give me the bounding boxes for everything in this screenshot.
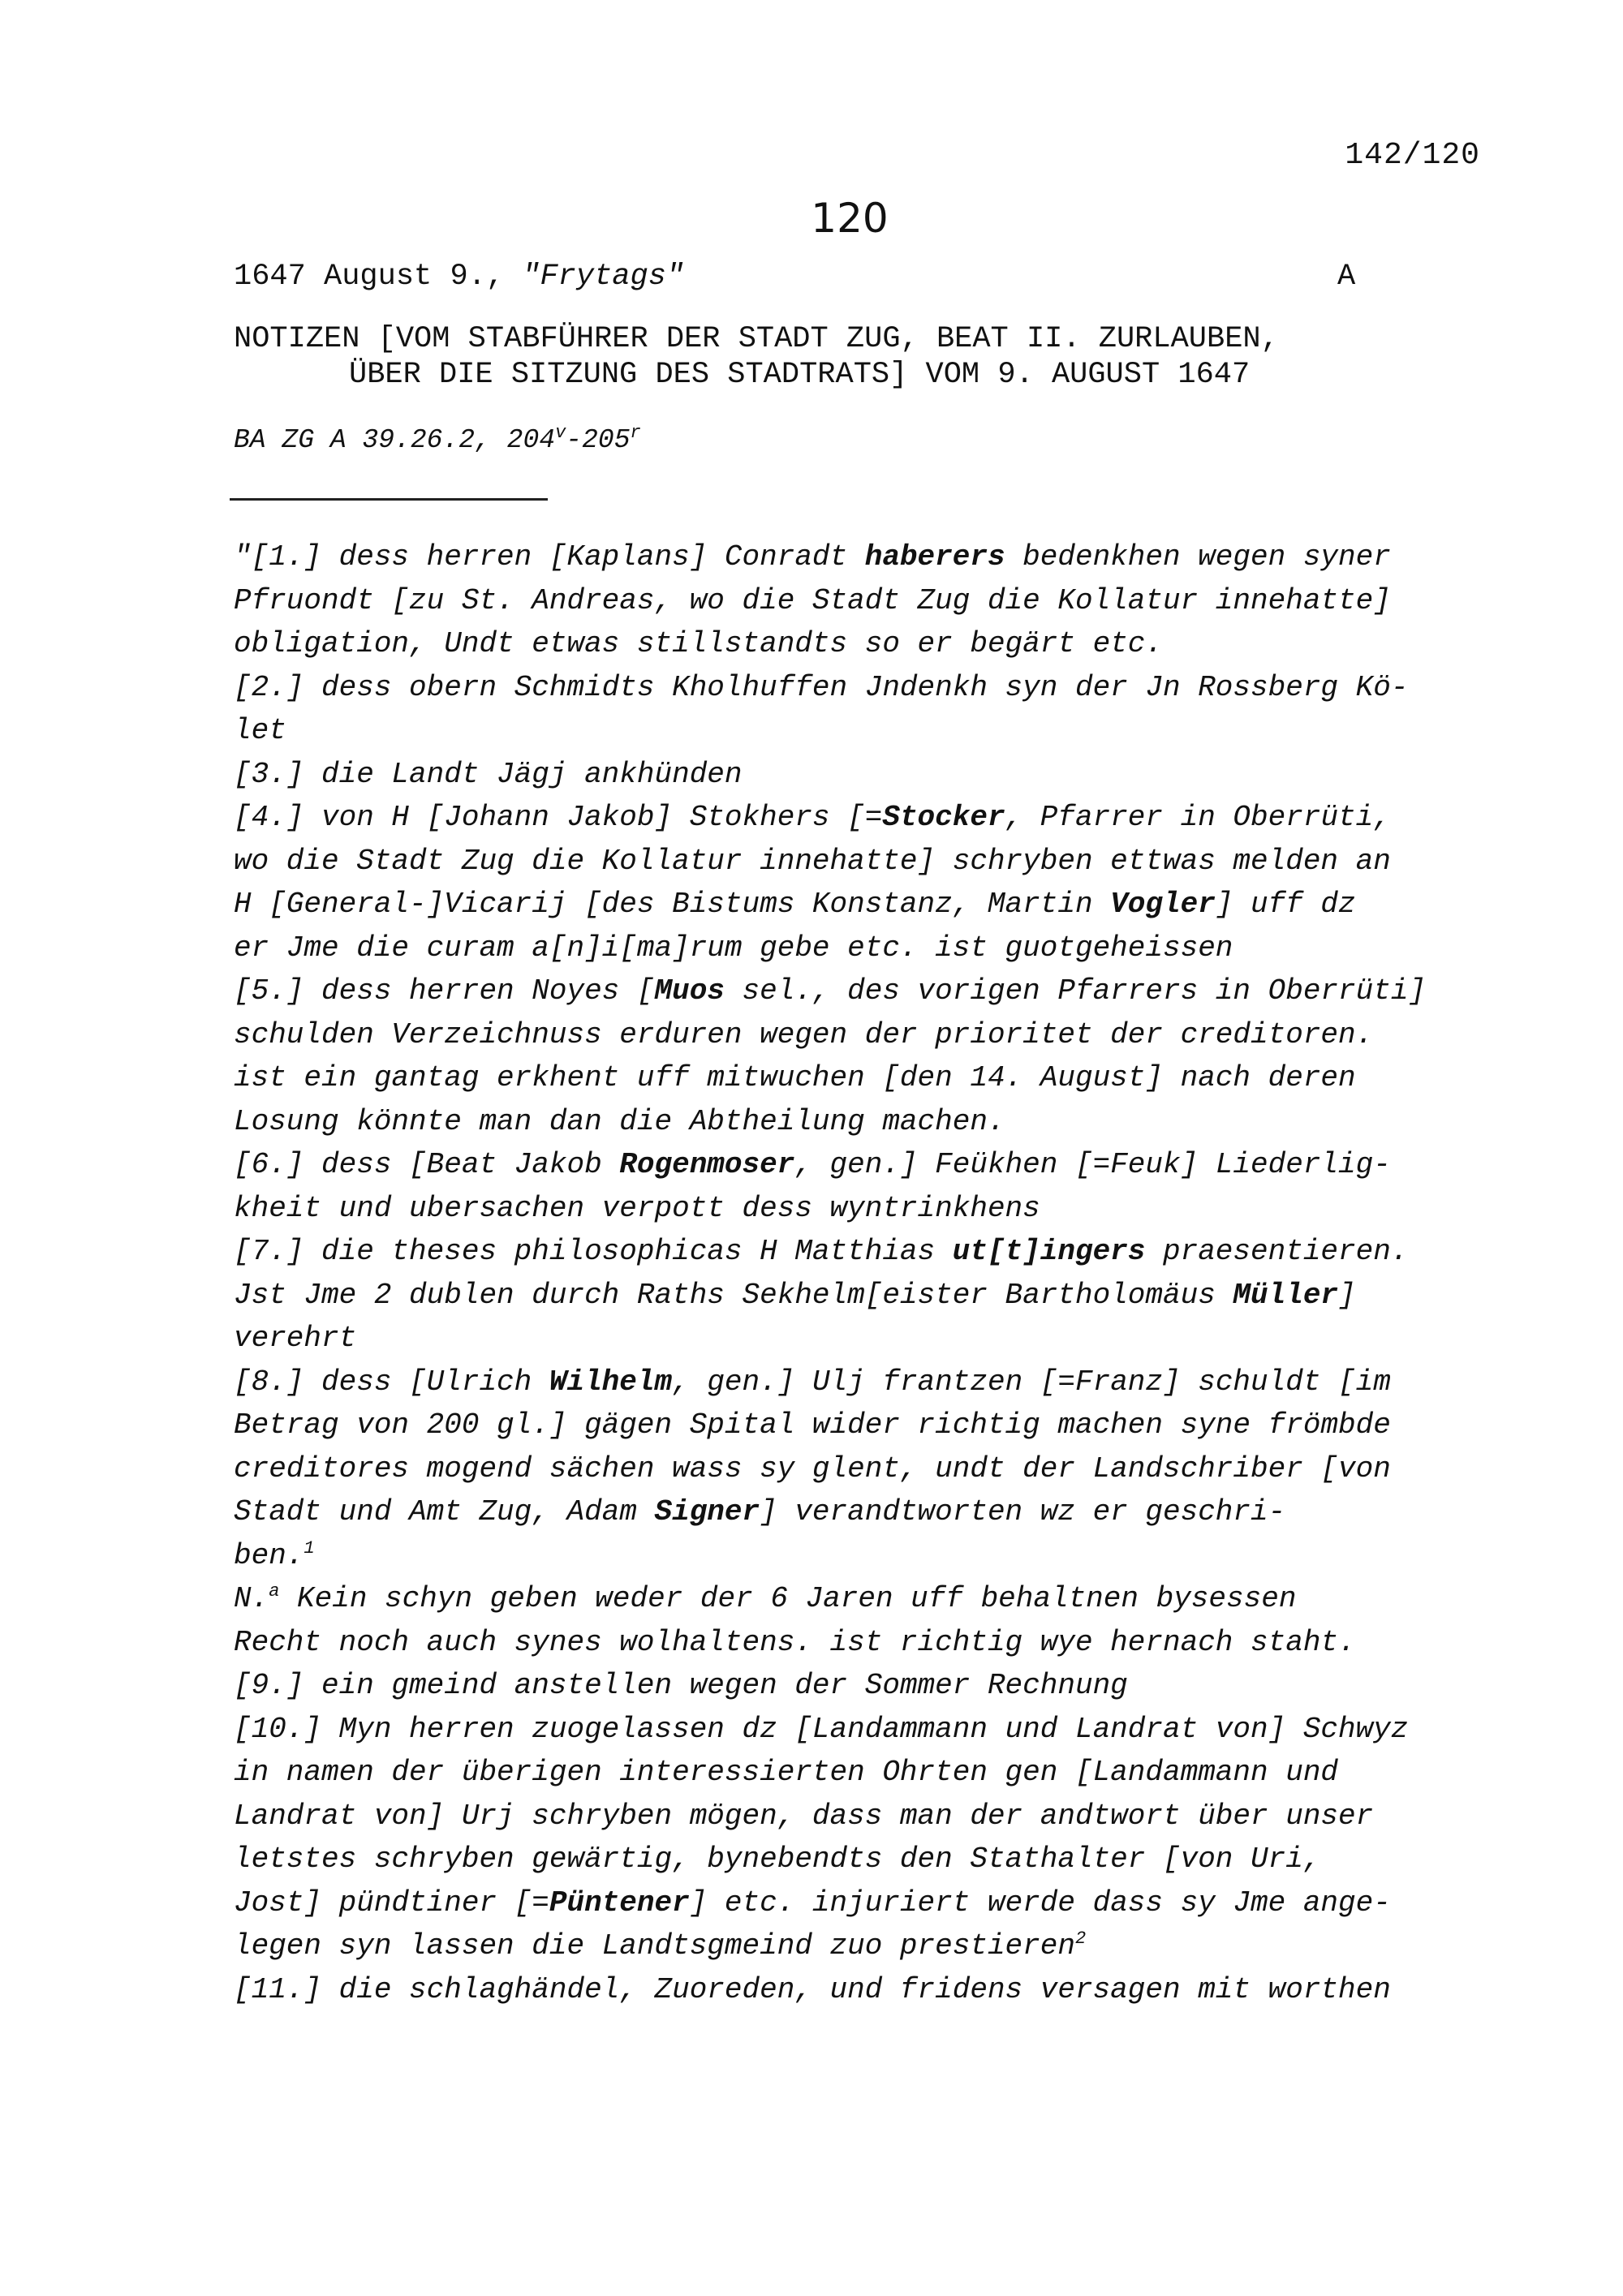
entry-text: obligation, Undt etwas stillstandts so er begärt etc. bbox=[234, 627, 1163, 660]
entry-line bbox=[234, 1056, 1483, 1100]
emphasized-name: haberers bbox=[864, 540, 1005, 574]
entry-line bbox=[234, 753, 1483, 797]
entry-line bbox=[234, 1490, 1483, 1534]
entry-line bbox=[234, 1143, 1483, 1187]
entry-text: [10.] Myn herren zuogelassen dz [Landammann und Landrat von] Schwyz bbox=[234, 1712, 1409, 1746]
entry-text: wo die Stadt Zug die Kollatur innehatte] schryben ettwas melden an bbox=[234, 844, 1391, 878]
emphasized-name: Stocker bbox=[882, 801, 1005, 834]
entry-text: ] bbox=[1338, 1278, 1356, 1312]
entry-text: [2.] dess obern Schmidts Kholhuffen Jndenkh syn der Jn Rossberg Kö- bbox=[234, 670, 1409, 704]
entry-text: Landrat von] Urj schryben mögen, dass man der andtwort über unser bbox=[234, 1799, 1374, 1833]
archival-source bbox=[234, 425, 641, 455]
entry-text: er Jme die curam a[n]i[ma]rum gebe etc. ist guotgeheissen bbox=[234, 931, 1233, 965]
date-line bbox=[234, 260, 684, 294]
entry-line bbox=[234, 840, 1483, 884]
agenda-entry bbox=[234, 796, 1483, 970]
entry-line bbox=[234, 1404, 1483, 1447]
entry-line bbox=[234, 883, 1483, 927]
entry-text: praesentieren. bbox=[1145, 1235, 1409, 1268]
page-number: 142/120 bbox=[1345, 138, 1480, 173]
agenda-entry bbox=[234, 1143, 1483, 1230]
entry-line bbox=[234, 1924, 1483, 1968]
agenda-entry bbox=[234, 1708, 1483, 1968]
agenda-entry bbox=[234, 1230, 1483, 1361]
entry-text: kheit und ubersachen verpott dess wyntrinkhens bbox=[234, 1191, 1040, 1225]
footnote-marker: a bbox=[269, 1581, 280, 1602]
entry-text: [5.] dess herren Noyes [ bbox=[234, 974, 655, 1008]
entry-line bbox=[234, 927, 1483, 970]
title-line-1: NOTIZEN [VOM STABFÜHRER DER STADT ZUG, BEAT II. ZURLAUBEN, bbox=[234, 322, 1279, 356]
entry-text: Recht noch auch synes wolhaltens. ist richtig wye hernach staht. bbox=[234, 1625, 1356, 1659]
entry-text: , Pfarrer in Oberrüti, bbox=[1005, 801, 1391, 834]
document-number: 120 bbox=[811, 195, 889, 242]
title-line-2: ÜBER DIE SITZUNG DES STADTRATS] VOM 9. AUGUST 1647 bbox=[349, 358, 1251, 392]
separator-rule bbox=[230, 498, 548, 501]
entry-text: [11.] die schlaghändel, Zuoreden, und fridens versagen mit worthen bbox=[234, 1972, 1391, 2006]
emphasized-name: Wilhelm bbox=[549, 1365, 673, 1399]
source-sup-recto: r bbox=[630, 423, 641, 443]
source-sup-verso: v bbox=[555, 423, 566, 443]
entry-text: ] verandtworten wz er geschri- bbox=[760, 1495, 1286, 1529]
entry-text: H [General-]Vicarij [des Bistums Konstanz, Martin bbox=[234, 888, 1111, 921]
entry-line bbox=[234, 970, 1483, 1013]
entry-line bbox=[234, 535, 1483, 579]
entry-text: schulden Verzeichnuss erduren wegen der prioritet der creditoren. bbox=[234, 1017, 1374, 1051]
document-type-marker: A bbox=[1337, 260, 1356, 294]
entry-text: ] uff dz bbox=[1215, 888, 1356, 921]
entry-line bbox=[234, 666, 1483, 710]
entry-text: let bbox=[234, 714, 286, 747]
document-body bbox=[234, 535, 1483, 2011]
entry-line bbox=[234, 1100, 1483, 1144]
entry-text: Kein schyn geben weder der 6 Jaren uff behaltnen bysessen bbox=[279, 1582, 1297, 1615]
entry-text: [8.] dess [Ulrich bbox=[234, 1365, 549, 1399]
emphasized-name: Rogenmoser bbox=[619, 1148, 795, 1181]
entry-line bbox=[234, 1838, 1483, 1881]
entry-line bbox=[234, 1881, 1483, 1925]
emphasized-name: ut[t]ingers bbox=[952, 1235, 1146, 1268]
agenda-entry bbox=[234, 535, 1483, 666]
entry-line bbox=[234, 1708, 1483, 1752]
agenda-entry bbox=[234, 753, 1483, 797]
entry-text: N. bbox=[234, 1582, 269, 1615]
agenda-entry bbox=[234, 666, 1483, 753]
entry-line bbox=[234, 1361, 1483, 1404]
entry-text: bedenkhen wegen syner bbox=[1005, 540, 1391, 574]
entry-line bbox=[234, 1534, 1483, 1578]
entry-text: in namen der überigen interessierten Ohrten gen [Landammann und bbox=[234, 1756, 1339, 1789]
entry-text: Pfruondt [zu St. Andreas, wo die Stadt Zug die Kollatur innehatte] bbox=[234, 583, 1391, 617]
entry-text: Losung könnte man dan die Abtheilung machen. bbox=[234, 1104, 1005, 1138]
entry-line bbox=[234, 796, 1483, 840]
date-text: 1647 August 9., bbox=[234, 260, 523, 294]
agenda-entry bbox=[234, 970, 1483, 1143]
entry-text: creditores mogend sächen wass sy glent, undt der Landschriber [von bbox=[234, 1451, 1391, 1486]
agenda-entry bbox=[234, 1664, 1483, 1708]
entry-line bbox=[234, 1230, 1483, 1274]
entry-text: "[1.] dess herren [Kaplans] Conradt bbox=[234, 540, 865, 574]
entry-text: Jost] pündtiner [= bbox=[234, 1885, 549, 1920]
entry-line bbox=[234, 709, 1483, 753]
date-day-quote: "Frytags" bbox=[522, 260, 685, 294]
entry-text: verehrt bbox=[234, 1322, 357, 1355]
entry-line bbox=[234, 622, 1483, 666]
entry-line bbox=[234, 1751, 1483, 1795]
entry-text: sel., des vorigen Pfarrers in Oberrüti] bbox=[724, 974, 1427, 1008]
emphasized-name: Müller bbox=[1233, 1278, 1339, 1312]
entry-text: [9.] ein gmeind anstellen wegen der Sommer Rechnung bbox=[234, 1669, 1128, 1702]
entry-line bbox=[234, 1577, 1483, 1621]
entry-line bbox=[234, 1795, 1483, 1838]
entry-text: [3.] die Landt Jägj ankhünden bbox=[234, 757, 743, 791]
entry-text: Betrag von 200 gl.] gägen Spital wider richtig machen syne frömbde bbox=[234, 1408, 1391, 1442]
entry-text: [6.] dess [Beat Jakob bbox=[234, 1148, 620, 1181]
entry-text: , gen.] Feükhen [=Feuk] Liederlig- bbox=[794, 1148, 1391, 1181]
emphasized-name: Muos bbox=[654, 974, 725, 1008]
footnote-marker: 1 bbox=[304, 1537, 315, 1559]
entry-text: Stadt und Amt Zug, Adam bbox=[234, 1495, 655, 1529]
entry-text: , gen.] Ulj frantzen [=Franz] schuldt [im bbox=[672, 1365, 1391, 1399]
entry-text: ist ein gantag erkhent uff mitwuchen [den 14. August] nach deren bbox=[234, 1061, 1356, 1094]
entry-line bbox=[234, 1968, 1483, 2012]
entry-text: letstes schryben gewärtig, bynebendts den Stathalter [von Uri, bbox=[234, 1842, 1321, 1876]
agenda-entry bbox=[234, 1968, 1483, 2012]
emphasized-name: Püntener bbox=[549, 1885, 690, 1920]
emphasized-name: Vogler bbox=[1110, 888, 1216, 921]
entry-line bbox=[234, 579, 1483, 623]
footnote-marker: 2 bbox=[1074, 1928, 1087, 1949]
entry-text: legen syn lassen die Landtsgmeind zuo prestieren bbox=[234, 1929, 1075, 1963]
agenda-entry bbox=[234, 1361, 1483, 1665]
entry-line bbox=[234, 1447, 1483, 1491]
source-mid: -205 bbox=[566, 425, 631, 455]
entry-text: Jst Jme 2 dublen durch Raths Sekhelm[eister Bartholomäus bbox=[234, 1278, 1233, 1312]
entry-line bbox=[234, 1664, 1483, 1708]
entry-line bbox=[234, 1013, 1483, 1057]
entry-line bbox=[234, 1274, 1483, 1318]
document-title bbox=[234, 321, 1279, 393]
entry-line bbox=[234, 1317, 1483, 1361]
entry-text: ben. bbox=[234, 1538, 304, 1572]
entry-line bbox=[234, 1187, 1483, 1231]
source-prefix: BA ZG A 39.26.2, 204 bbox=[234, 425, 556, 455]
emphasized-name: Signer bbox=[654, 1495, 760, 1529]
entry-line bbox=[234, 1621, 1483, 1665]
entry-text: [4.] von H [Johann Jakob] Stokhers [= bbox=[234, 801, 883, 834]
entry-text: [7.] die theses philosophicas H Matthias bbox=[234, 1235, 953, 1268]
entry-text: ] etc. injuriert werde dass sy Jme ange- bbox=[689, 1885, 1391, 1920]
